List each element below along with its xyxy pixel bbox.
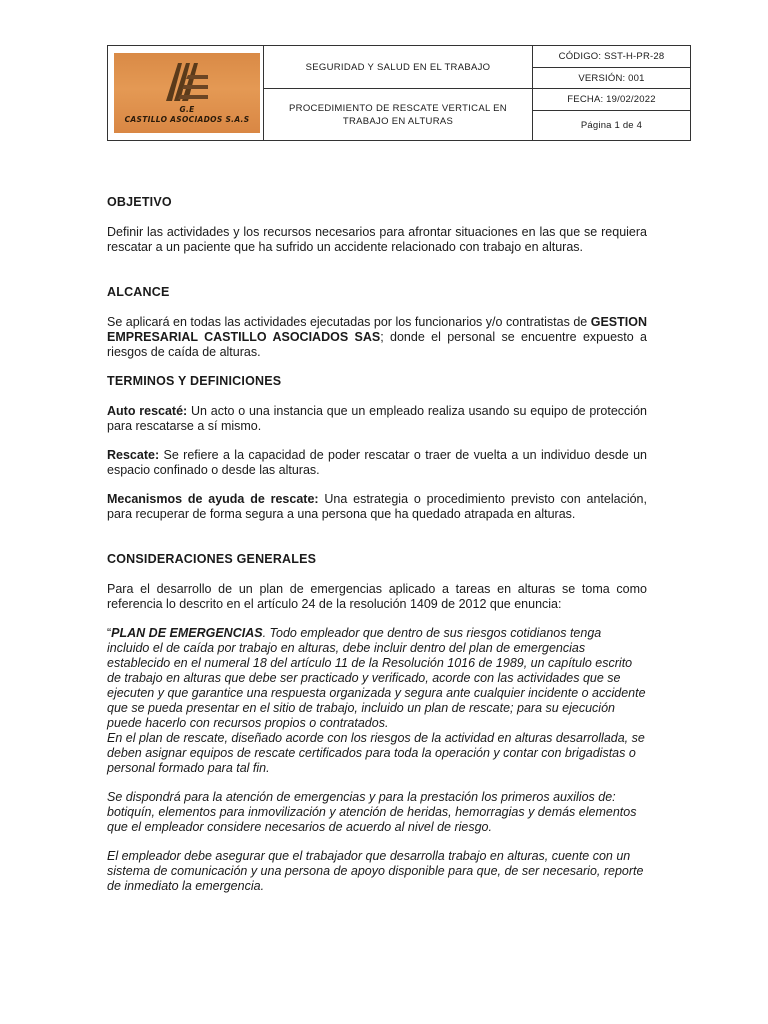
- quote-paragraph-3: Se dispondrá para la atención de emergencias y para la prestación los primeros auxilios de: botiquín, elementos para inmovilización y atención de heridas, hemorragias y demás elementos que el empleador considere necesarios de acuerdo al nivel de riesgo.: [107, 790, 637, 834]
- alcance-post: ; donde el personal se encuentre expuesto a riesgos de caída de alturas.: [107, 330, 647, 359]
- alcance-text: [107, 315, 647, 360]
- quote-mark: “: [107, 626, 112, 640]
- company-name: GESTION EMPRESARIAL CASTILLO ASOCIADOS SAS: [107, 315, 647, 344]
- definition-term: Mecanismos de ayuda de rescate:: [107, 492, 319, 506]
- alcance-pre: Se aplicará en todas las actividades ejecutadas por los funcionarios y/o contratistas de: [107, 315, 591, 329]
- section-title-terminos: TERMINOS Y DEFINICIONES: [107, 374, 282, 388]
- objetivo-text: Definir las actividades y los recursos necesarios para afrontar situaciones en las que se requiera rescatar a un paciente que ha sufrido un accidente relacionado con trabajo en alturas.: [107, 225, 647, 254]
- company-logo: [114, 53, 260, 133]
- definition-term: Rescate:: [107, 448, 160, 462]
- page-number: Página 1 de 4: [580, 120, 643, 131]
- department-title: SEGURIDAD Y SALUD EN EL TRABAJO: [264, 46, 532, 89]
- document-code: CÓDIGO: SST-H-PR-28: [533, 46, 690, 68]
- document-version: VERSIÓN: 001: [533, 68, 690, 89]
- quote-paragraph-1: . Todo empleador que dentro de sus riesgos cotidianos tenga incluido el de caída por trabajo en alturas, debe incluir dentro del plan de emergencias establecido en el numeral 18 del artículo 11 de la Resolución 1016 de 1989, un capítulo escrito de trabajo en alturas que debe ser practicado y verificado, acorde con las actividades que se ejecuten y que garantice una respuesta organizada y segura ante cualquier incidente o accidente que se pueda presentar en el sitio de trabajo, incluido un plan de rescate; para su ejecución puede hacerlo con recursos propios o contratados.: [107, 626, 646, 730]
- logo-line2: CASTILLO ASOCIADOS S.A.S: [124, 115, 250, 124]
- document-meta: [532, 46, 690, 140]
- definition-item: [107, 448, 647, 478]
- section-title-consideraciones: CONSIDERACIONES GENERALES: [107, 552, 317, 566]
- definition-text: Una estrategia o procedimiento previsto con antelación, para recuperar de forma segura a una persona que ha quedado atrapada en alturas.: [107, 492, 647, 521]
- plan-title: PLAN DE EMERGENCIAS: [111, 626, 263, 640]
- consideraciones-intro: Para el desarrollo de un plan de emergencias aplicado a tareas en alturas se toma como referencia lo descrito en el artículo 24 de la resolución 1409 de 2012 que enuncia:: [107, 582, 647, 611]
- definition-item: [107, 404, 647, 434]
- quote-paragraph-2: En el plan de rescate, diseñado acorde con los riesgos de la actividad en alturas desarrollada, se deben asignar equipos de rescate certificados para toda la operación y contar con brigadistas o personal formado para tal fin.: [107, 731, 645, 775]
- quote-paragraph-4: El empleador debe asegurar que el trabajador que desarrolla trabajo en alturas, cuente con un sistema de comunicación y una persona de apoyo disponible para que, de ser necesario, reporte de inmediato la emergencia.: [107, 849, 644, 893]
- definition-item: [107, 492, 647, 522]
- quote-plan-emergencias: [107, 626, 647, 776]
- section-title-alcance: ALCANCE: [107, 285, 170, 299]
- logo-mark-icon: [164, 57, 210, 103]
- document-header: [107, 45, 691, 141]
- logo-line1: G.E: [179, 105, 195, 114]
- procedure-title: PROCEDIMIENTO DE RESCATE VERTICAL EN TRABAJO EN ALTURAS: [289, 102, 507, 127]
- logo-cell: [108, 46, 264, 140]
- definition-term: Auto rescaté:: [107, 404, 188, 418]
- section-title-objetivo: OBJETIVO: [107, 195, 172, 209]
- definition-text: Se refiere a la capacidad de poder rescatar o traer de vuelta a un individuo desde un espacio confinado o desde las alturas.: [107, 448, 647, 477]
- definition-text: Un acto o una instancia que un empleado realiza usando su equipo de protección para rescatarse a sí mismo.: [107, 404, 647, 433]
- document-date: FECHA: 19/02/2022: [533, 89, 690, 111]
